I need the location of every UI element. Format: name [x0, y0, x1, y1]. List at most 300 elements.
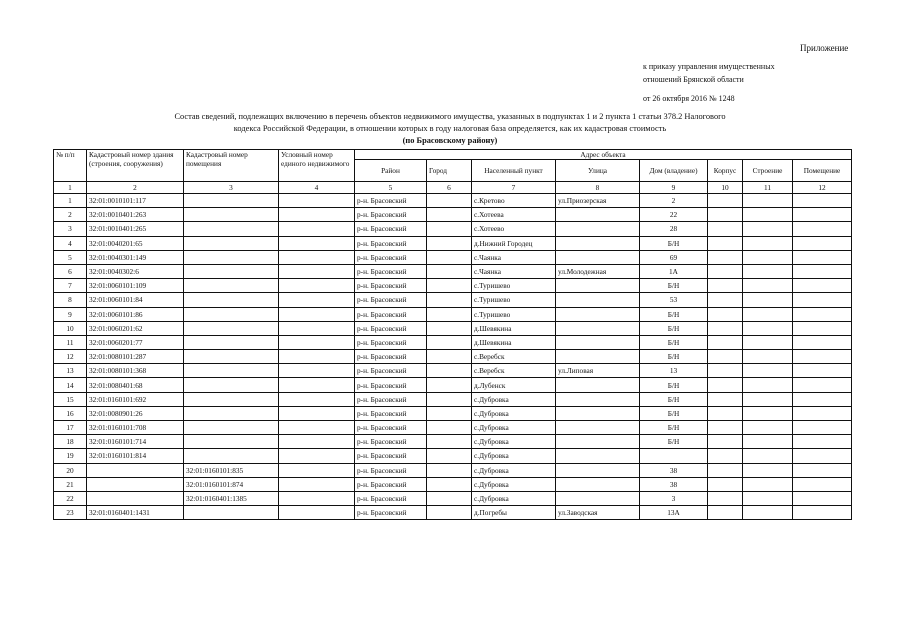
premises-cadastral-number: 32:01:0160101:835: [184, 463, 279, 477]
block-cell: [708, 449, 743, 463]
premises-cadastral-number: 32:01:0160101:874: [184, 477, 279, 491]
conditional-number: [279, 477, 355, 491]
column-number: 8: [556, 182, 640, 194]
district-cell: р-н. Брасовский: [355, 208, 427, 222]
city-cell: [427, 506, 472, 520]
building-cadastral-number: 32:01:0010401:263: [87, 208, 184, 222]
property-register-table: [53, 149, 852, 520]
block-cell: [708, 293, 743, 307]
house-cell: 13: [640, 364, 708, 378]
heading-line-2: кодекса Российской Федерации, в отношении которых в году налоговая база определяется, как их кадастровая стоимость: [233, 124, 667, 133]
room-cell: [793, 449, 852, 463]
premises-cadastral-number: [184, 350, 279, 364]
table-row: [54, 250, 852, 264]
city-cell: [427, 449, 472, 463]
city-cell: [427, 194, 472, 208]
structure-cell: [743, 293, 793, 307]
column-number: 7: [472, 182, 556, 194]
street-cell: [556, 463, 640, 477]
room-cell: [793, 477, 852, 491]
district-cell: р-н. Брасовский: [355, 222, 427, 236]
row-number: 12: [54, 350, 87, 364]
building-cadastral-number: 32:01:0080101:287: [87, 350, 184, 364]
table-row: [54, 435, 852, 449]
conditional-number: [279, 236, 355, 250]
table-row: [54, 406, 852, 420]
row-number: 23: [54, 506, 87, 520]
structure-cell: [743, 236, 793, 250]
house-cell: Б/Н: [640, 421, 708, 435]
room-cell: [793, 250, 852, 264]
conditional-number: [279, 279, 355, 293]
building-cadastral-number: 32:01:0160101:814: [87, 449, 184, 463]
table-row: [54, 194, 852, 208]
street-cell: [556, 491, 640, 505]
district-cell: р-н. Брасовский: [355, 449, 427, 463]
house-cell: Б/Н: [640, 392, 708, 406]
appendix-label: Приложение: [800, 43, 849, 53]
locality-cell: с.Туришево: [472, 279, 556, 293]
premises-cadastral-number: [184, 307, 279, 321]
row-number: 16: [54, 406, 87, 420]
house-cell: Б/Н: [640, 350, 708, 364]
column-number: 2: [87, 182, 184, 194]
locality-cell: с.Дубровка: [472, 392, 556, 406]
district-cell: р-н. Брасовский: [355, 406, 427, 420]
header-row: [54, 150, 852, 160]
premises-cadastral-number: [184, 264, 279, 278]
district-cell: р-н. Брасовский: [355, 491, 427, 505]
street-cell: [556, 208, 640, 222]
column-number: 3: [184, 182, 279, 194]
building-cadastral-number: 32:01:0040301:149: [87, 250, 184, 264]
district-cell: р-н. Брасовский: [355, 364, 427, 378]
block-cell: [708, 392, 743, 406]
premises-cadastral-number: [184, 364, 279, 378]
street-cell: [556, 378, 640, 392]
city-cell: [427, 279, 472, 293]
premises-cadastral-number: [184, 449, 279, 463]
structure-cell: [743, 463, 793, 477]
city-cell: [427, 421, 472, 435]
city-cell: [427, 392, 472, 406]
premises-cadastral-number: [184, 335, 279, 349]
room-cell: [793, 491, 852, 505]
row-number: 14: [54, 378, 87, 392]
street-cell: [556, 279, 640, 293]
document-heading: [110, 111, 790, 147]
heading-district: (по Брасовскому району): [402, 136, 498, 145]
premises-cadastral-number: [184, 421, 279, 435]
city-cell: [427, 350, 472, 364]
street-cell: [556, 307, 640, 321]
premises-cadastral-number: [184, 208, 279, 222]
building-cadastral-number: 32:01:0040201:65: [87, 236, 184, 250]
city-cell: [427, 335, 472, 349]
room-cell: [793, 264, 852, 278]
structure-cell: [743, 506, 793, 520]
block-cell: [708, 264, 743, 278]
house-cell: 1А: [640, 264, 708, 278]
city-cell: [427, 435, 472, 449]
building-cadastral-number: 32:01:0080101:368: [87, 364, 184, 378]
locality-cell: с.Дубровка: [472, 477, 556, 491]
city-cell: [427, 378, 472, 392]
room-cell: [793, 222, 852, 236]
district-cell: р-н. Брасовский: [355, 463, 427, 477]
street-cell: [556, 421, 640, 435]
district-cell: р-н. Брасовский: [355, 477, 427, 491]
district-cell: р-н. Брасовский: [355, 264, 427, 278]
premises-cadastral-number: [184, 194, 279, 208]
premises-cadastral-number: [184, 378, 279, 392]
col-locality-header: Населенный пункт: [472, 160, 556, 182]
locality-cell: с.Туришево: [472, 293, 556, 307]
row-number: 3: [54, 222, 87, 236]
city-cell: [427, 293, 472, 307]
street-cell: ул.Липовая: [556, 364, 640, 378]
structure-cell: [743, 491, 793, 505]
locality-cell: с.Туришево: [472, 307, 556, 321]
conditional-number: [279, 378, 355, 392]
structure-cell: [743, 350, 793, 364]
col-city-header: Город: [427, 160, 472, 182]
room-cell: [793, 392, 852, 406]
district-cell: р-н. Брасовский: [355, 506, 427, 520]
building-cadastral-number: 32:01:0160101:714: [87, 435, 184, 449]
structure-cell: [743, 307, 793, 321]
locality-cell: с.Чаянка: [472, 264, 556, 278]
house-cell: 3: [640, 491, 708, 505]
row-number: 10: [54, 321, 87, 335]
column-number: 5: [355, 182, 427, 194]
block-cell: [708, 236, 743, 250]
row-number: 17: [54, 421, 87, 435]
table-row: [54, 335, 852, 349]
district-cell: р-н. Брасовский: [355, 321, 427, 335]
city-cell: [427, 264, 472, 278]
room-cell: [793, 335, 852, 349]
street-cell: [556, 335, 640, 349]
col-conditional-header: Условный номер единого недвижимого: [279, 150, 355, 182]
building-cadastral-number: 32:01:0010101:117: [87, 194, 184, 208]
locality-cell: с.Веребск: [472, 350, 556, 364]
column-number: 1: [54, 182, 87, 194]
block-cell: [708, 378, 743, 392]
structure-cell: [743, 194, 793, 208]
building-cadastral-number: 32:01:0060101:84: [87, 293, 184, 307]
col-street-header: Улица: [556, 160, 640, 182]
room-cell: [793, 307, 852, 321]
col-num-header: № п/п: [54, 150, 87, 182]
building-cadastral-number: 32:01:0080901:26: [87, 406, 184, 420]
conditional-number: [279, 406, 355, 420]
room-cell: [793, 463, 852, 477]
house-cell: 13А: [640, 506, 708, 520]
table-row: [54, 449, 852, 463]
conditional-number: [279, 392, 355, 406]
building-cadastral-number: 32:01:0040302:6: [87, 264, 184, 278]
row-number: 5: [54, 250, 87, 264]
block-cell: [708, 406, 743, 420]
table-row: [54, 321, 852, 335]
building-cadastral-number: 32:01:0160401:1431: [87, 506, 184, 520]
structure-cell: [743, 279, 793, 293]
street-cell: [556, 392, 640, 406]
table-row: [54, 506, 852, 520]
block-cell: [708, 421, 743, 435]
col-structure-header: Строение: [743, 160, 793, 182]
premises-cadastral-number: [184, 506, 279, 520]
district-cell: р-н. Брасовский: [355, 293, 427, 307]
building-cadastral-number: 32:01:0060201:77: [87, 335, 184, 349]
structure-cell: [743, 222, 793, 236]
city-cell: [427, 208, 472, 222]
row-number: 11: [54, 335, 87, 349]
house-cell: [640, 449, 708, 463]
block-cell: [708, 250, 743, 264]
room-cell: [793, 236, 852, 250]
table-row: [54, 392, 852, 406]
building-cadastral-number: 32:01:0060101:86: [87, 307, 184, 321]
column-number: 12: [793, 182, 852, 194]
building-cadastral-number: 32:01:0080401:68: [87, 378, 184, 392]
locality-cell: д.Шевякина: [472, 335, 556, 349]
locality-cell: д.Погребы: [472, 506, 556, 520]
conditional-number: [279, 435, 355, 449]
column-numbers-row: [54, 182, 852, 194]
conditional-number: [279, 307, 355, 321]
locality-cell: с.Дубровка: [472, 435, 556, 449]
row-number: 2: [54, 208, 87, 222]
house-cell: Б/Н: [640, 406, 708, 420]
block-cell: [708, 463, 743, 477]
row-number: 9: [54, 307, 87, 321]
column-number: 6: [427, 182, 472, 194]
locality-cell: с.Хотеево: [472, 222, 556, 236]
table-row: [54, 236, 852, 250]
room-cell: [793, 321, 852, 335]
conditional-number: [279, 321, 355, 335]
table-row: [54, 421, 852, 435]
block-cell: [708, 307, 743, 321]
row-number: 15: [54, 392, 87, 406]
conditional-number: [279, 208, 355, 222]
premises-cadastral-number: [184, 392, 279, 406]
house-cell: 38: [640, 463, 708, 477]
block-cell: [708, 506, 743, 520]
district-cell: р-н. Брасовский: [355, 421, 427, 435]
room-cell: [793, 350, 852, 364]
street-cell: [556, 236, 640, 250]
locality-cell: с.Дубровка: [472, 491, 556, 505]
table-row: [54, 293, 852, 307]
table-row: [54, 264, 852, 278]
room-cell: [793, 406, 852, 420]
conditional-number: [279, 449, 355, 463]
conditional-number: [279, 491, 355, 505]
locality-cell: с.Кретово: [472, 194, 556, 208]
house-cell: 38: [640, 477, 708, 491]
structure-cell: [743, 335, 793, 349]
order-reference: [643, 60, 775, 105]
city-cell: [427, 222, 472, 236]
row-number: 1: [54, 194, 87, 208]
district-cell: р-н. Брасовский: [355, 350, 427, 364]
column-number: 11: [743, 182, 793, 194]
district-cell: р-н. Брасовский: [355, 435, 427, 449]
conditional-number: [279, 421, 355, 435]
structure-cell: [743, 250, 793, 264]
house-cell: 28: [640, 222, 708, 236]
structure-cell: [743, 392, 793, 406]
city-cell: [427, 321, 472, 335]
block-cell: [708, 222, 743, 236]
district-cell: р-н. Брасовский: [355, 378, 427, 392]
conditional-number: [279, 194, 355, 208]
building-cadastral-number: 32:01:0160101:708: [87, 421, 184, 435]
street-cell: [556, 250, 640, 264]
locality-cell: с.Веребск: [472, 364, 556, 378]
premises-cadastral-number: [184, 250, 279, 264]
table-row: [54, 350, 852, 364]
locality-cell: д.Нижний Городец: [472, 236, 556, 250]
conditional-number: [279, 293, 355, 307]
room-cell: [793, 378, 852, 392]
locality-cell: с.Дубровка: [472, 463, 556, 477]
room-cell: [793, 208, 852, 222]
row-number: 18: [54, 435, 87, 449]
table-row: [54, 477, 852, 491]
table-row: [54, 279, 852, 293]
column-number: 10: [708, 182, 743, 194]
premises-cadastral-number: [184, 435, 279, 449]
house-cell: Б/Н: [640, 378, 708, 392]
order-line-1: к приказу управления имущественных: [643, 62, 775, 71]
city-cell: [427, 477, 472, 491]
house-cell: Б/Н: [640, 279, 708, 293]
city-cell: [427, 406, 472, 420]
structure-cell: [743, 435, 793, 449]
locality-cell: с.Дубровка: [472, 449, 556, 463]
district-cell: р-н. Брасовский: [355, 335, 427, 349]
table-row: [54, 463, 852, 477]
table-row: [54, 208, 852, 222]
room-cell: [793, 364, 852, 378]
room-cell: [793, 435, 852, 449]
row-number: 6: [54, 264, 87, 278]
block-cell: [708, 350, 743, 364]
structure-cell: [743, 449, 793, 463]
conditional-number: [279, 250, 355, 264]
room-cell: [793, 279, 852, 293]
structure-cell: [743, 406, 793, 420]
address-group-header: Адрес объекта: [355, 150, 852, 160]
conditional-number: [279, 222, 355, 236]
city-cell: [427, 491, 472, 505]
table-row: [54, 491, 852, 505]
premises-cadastral-number: [184, 279, 279, 293]
street-cell: [556, 222, 640, 236]
room-cell: [793, 421, 852, 435]
col-district-header: Район: [355, 160, 427, 182]
building-cadastral-number: [87, 463, 184, 477]
conditional-number: [279, 350, 355, 364]
block-cell: [708, 335, 743, 349]
structure-cell: [743, 378, 793, 392]
house-cell: Б/Н: [640, 321, 708, 335]
street-cell: [556, 321, 640, 335]
order-date: от 26 октября 2016 № 1248: [643, 94, 735, 103]
locality-cell: с.Хотеева: [472, 208, 556, 222]
house-cell: 69: [640, 250, 708, 264]
locality-cell: с.Чаянка: [472, 250, 556, 264]
column-number: 4: [279, 182, 355, 194]
locality-cell: д.Шевякина: [472, 321, 556, 335]
room-cell: [793, 194, 852, 208]
conditional-number: [279, 506, 355, 520]
district-cell: р-н. Брасовский: [355, 307, 427, 321]
conditional-number: [279, 335, 355, 349]
table-row: [54, 364, 852, 378]
premises-cadastral-number: [184, 222, 279, 236]
house-cell: 22: [640, 208, 708, 222]
col-house-header: Дом (владение): [640, 160, 708, 182]
row-number: 21: [54, 477, 87, 491]
district-cell: р-н. Брасовский: [355, 279, 427, 293]
block-cell: [708, 364, 743, 378]
locality-cell: д.Лубенск: [472, 378, 556, 392]
premises-cadastral-number: [184, 406, 279, 420]
locality-cell: с.Дубровка: [472, 421, 556, 435]
premises-cadastral-number: [184, 293, 279, 307]
structure-cell: [743, 208, 793, 222]
street-cell: [556, 406, 640, 420]
column-number: 9: [640, 182, 708, 194]
premises-cadastral-number: [184, 236, 279, 250]
building-cadastral-number: 32:01:0060201:62: [87, 321, 184, 335]
street-cell: ул.Заводская: [556, 506, 640, 520]
street-cell: [556, 449, 640, 463]
district-cell: р-н. Брасовский: [355, 392, 427, 406]
heading-line-1: Состав сведений, подлежащих включению в перечень объектов недвижимого имущества, указанных в подпунктах 1 и 2 пункта 1 статьи 378.2 Налогового: [174, 112, 726, 121]
block-cell: [708, 491, 743, 505]
building-cadastral-number: 32:01:0060101:109: [87, 279, 184, 293]
building-cadastral-number: [87, 491, 184, 505]
order-line-2: отношений Брянской области: [643, 75, 744, 84]
house-cell: Б/Н: [640, 307, 708, 321]
block-cell: [708, 435, 743, 449]
conditional-number: [279, 264, 355, 278]
block-cell: [708, 477, 743, 491]
room-cell: [793, 506, 852, 520]
table-row: [54, 378, 852, 392]
city-cell: [427, 364, 472, 378]
table-row: [54, 222, 852, 236]
row-number: 7: [54, 279, 87, 293]
street-cell: ул.Молодежная: [556, 264, 640, 278]
city-cell: [427, 463, 472, 477]
street-cell: [556, 477, 640, 491]
city-cell: [427, 236, 472, 250]
col-premises-header: Кадастровый номер помещения: [184, 150, 279, 182]
room-cell: [793, 293, 852, 307]
row-number: 13: [54, 364, 87, 378]
col-room-header: Помещение: [793, 160, 852, 182]
block-cell: [708, 194, 743, 208]
house-cell: 2: [640, 194, 708, 208]
row-number: 8: [54, 293, 87, 307]
